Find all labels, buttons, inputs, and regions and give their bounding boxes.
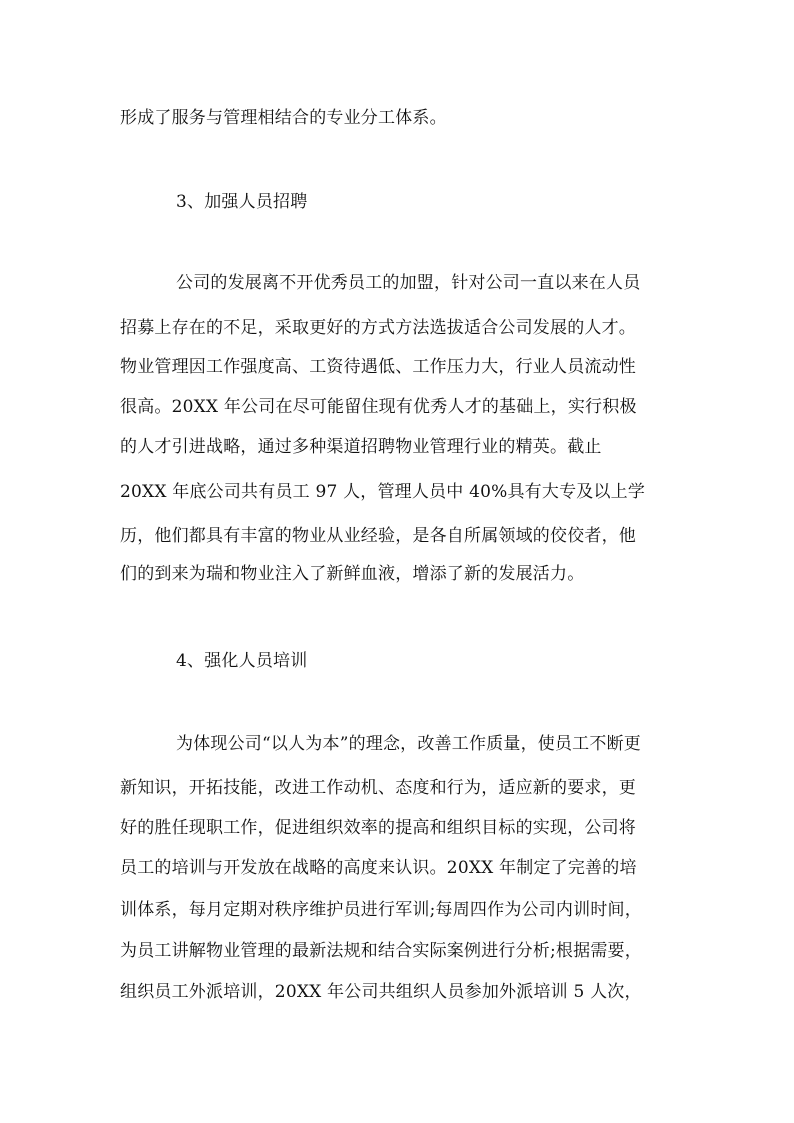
section-heading-3: 3、加强人员招聘 (176, 192, 308, 212)
paragraph-line: 们的到来为瑞和物业注入了新鲜血液，增添了新的发展活力。 (120, 564, 585, 584)
paragraph-line: 员工的培训与开发放在战略的高度来认识。20XX 年制定了完善的培 (120, 858, 637, 878)
paragraph-line: 训体系，每月定期对秩序维护员进行军训;每周四作为公司内训时间， (120, 900, 642, 920)
paragraph-line: 物业管理因工作强度高、工资待遇低、工作压力大，行业人员流动性 (120, 357, 636, 377)
paragraph-line: 招募上存在的不足，采取更好的方式方法选拔适合公司发展的人才。 (120, 318, 636, 338)
paragraph-line: 好的胜任现职工作，促进组织效率的提高和组织目标的实现，公司将 (120, 818, 636, 838)
paragraph-line: 新知识，开拓技能，改进工作动机、态度和行为，适应新的要求，更 (120, 778, 636, 798)
paragraph-line: 组织员工外派培训，20XX 年公司共组织人员参加外派培训 5 人次， (120, 982, 642, 1002)
section-heading-4: 4、强化人员培训 (176, 651, 308, 671)
paragraph-line: 很高。20XX 年公司在尽可能留住现有优秀人才的基础上，实行积极 (120, 397, 637, 417)
paragraph-line: 历，他们都具有丰富的物业从业经验，是各自所属领域的佼佼者，他 (120, 526, 636, 546)
paragraph-line: 公司的发展离不开优秀员工的加盟，针对公司一直以来在人员 (176, 273, 641, 293)
paragraph-line: 形成了服务与管理相结合的专业分工体系。 (120, 108, 447, 128)
paragraph-line: 为员工讲解物业管理的最新法规和结合实际案例进行分析;根据需要， (120, 941, 642, 961)
paragraph-line: 的人才引进战略，通过多种渠道招聘物业管理行业的精英。截止 (120, 437, 602, 457)
paragraph-line: 20XX 年底公司共有员工 97 人，管理人员中 40%具有大专及以上学 (120, 482, 646, 502)
paragraph-line: 为体现公司“以人为本”的理念，改善工作质量，使员工不断更 (176, 734, 641, 754)
